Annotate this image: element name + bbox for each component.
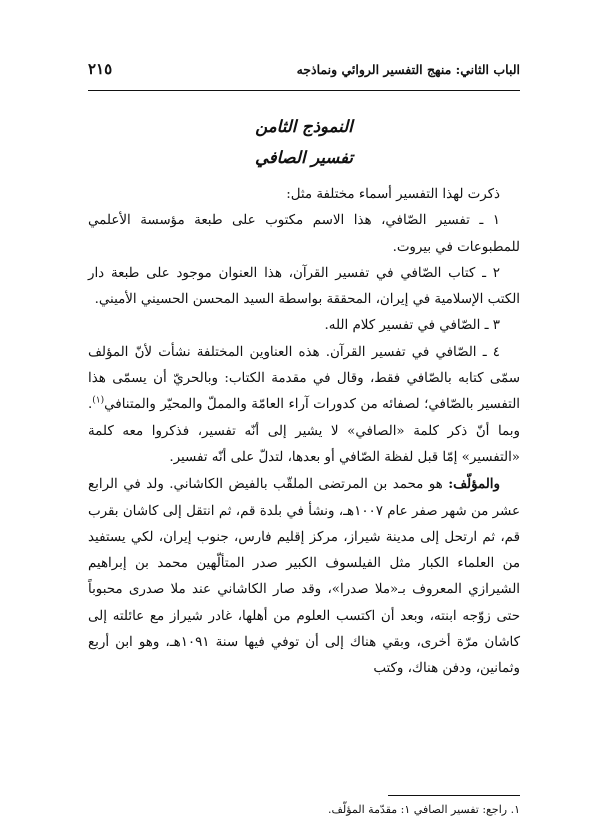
footnote-marker[interactable]: (١) [92,395,105,406]
header-rule [88,90,520,91]
footnote: ١. راجع: تفسير الصافي ١: مقدّمة المؤلّف. [327,803,520,816]
author-label: والمؤلّف: [448,476,500,493]
author-paragraph [88,471,520,682]
body-text [88,182,520,683]
list-item-1: ١ ـ تفسير الصّافي، هذا الاسم مكتوب على طبعة مؤسسة الأعلمي للمطبوعات في بيروت. [88,213,520,255]
list-item-2: ٢ ـ كتاب الصّافي في تفسير القرآن، هذا العنوان موجود على طبعة دار الكتب الإسلامية في إيران، المحققة بواسطة السيد المحسن الحسيني الأميني. [88,265,520,308]
intro-paragraph: ذكرت لهذا التفسير أسماء مختلفة مثل: [286,187,500,202]
list-item-4-text: ٤ ـ الصّافي في تفسير القرآن. هذه العناوين المختلفة نشأت لأنّ المؤلف سمّى كتابه بالصّافي فقط، وقال في مقدمة الكتاب: وبالحريّ أن يسمّى هذا التفسير بالصّافي؛ لصفائه من كدورات آراء العامّة والمملّ والمحيّر والمتنافي [88,344,520,413]
running-header [88,60,520,84]
list-item-3: ٣ ـ الصّافي في تفسير كلام الله. [324,318,500,334]
running-title: الباب الثاني: منهج التفسير الروائي ونماذجه [296,62,520,77]
list-item-4 [88,340,520,471]
section-title: النموذج الثامن [255,117,353,136]
list-item-4-text-cont: . وبما أنّ ذكر كلمة «الصافي» لا يشير إلى أنّه تفسير، فذكروا معه كلمة «التفسير» إمّا قبل لفظة الصّافي أو بعدها، لتدلّ على أنّه تفسير. [88,397,520,465]
section-subtitle: تفسير الصافي [254,148,354,167]
page-number: ٢١٥ [88,60,113,78]
author-text: هو محمد بن المرتضى الملقّب بالفيض الكاشاني. ولد في الرابع عشر من شهر صفر عام ١٠٠٧هـ، ونشأ في بلدة قم، ثم انتقل إلى كاشان بقرب قم، ثم ارتحل إلى مدينة شيراز، مركز إقليم فارس، جنوب إيران، لكي يستفيد من العلماء الكبار مثل الفيلسوف الكبير صدر المتألّهين محمد بن إبراهيم الشيرازي المعروف بـ«ملا صدرا»، وقد صار الكاشاني عند ملا صدرى محبوباً حتى زوّجه ابنته، وبعد أن اكتسب العلوم من أهلها، غادر شيراز مع عائلته إلى كاشان مرّة أخرى، وبقي هناك إلى أن توفي فيها سنة ١٠٩١هـ، وهو ابن أربع وثمانين، ودفن هناك، وكتب [88,477,520,677]
footnote-rule [388,795,520,796]
